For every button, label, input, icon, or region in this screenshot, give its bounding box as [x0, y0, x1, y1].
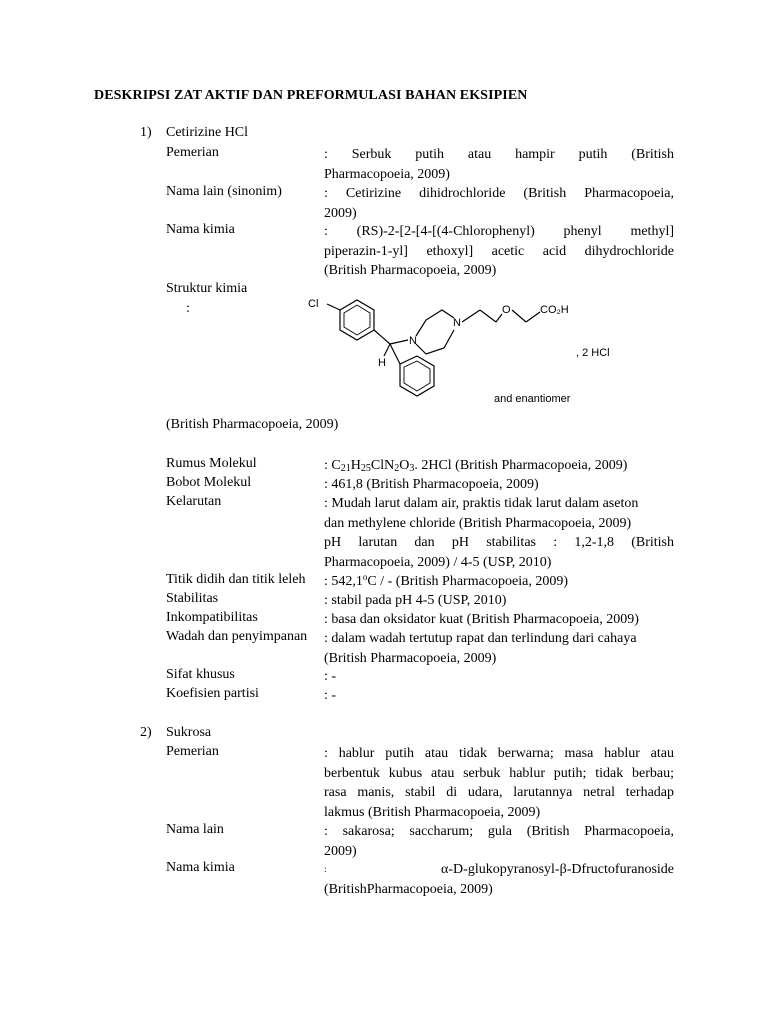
structure-o: O: [502, 304, 511, 316]
nama-lain-label: Nama lain: [166, 822, 224, 837]
item-name: Sukrosa: [166, 725, 212, 740]
pemerian-value: : Serbuk putih atau hampir putih (British Pharmacopoeia, 2009): [324, 147, 674, 182]
rumus-label: Rumus Molekul: [166, 456, 257, 471]
item-number: 2): [140, 725, 152, 740]
nama-lain-value: : sakarosa; saccharum; gula (British Pharmacopoeia, 2009): [324, 824, 674, 859]
structure-cl: Cl: [308, 298, 319, 310]
nama-kimia-value: : (RS)-2-[2-[4-[(4-Chlorophenyl) phenyl methyl] piperazin-1-yl] ethoxyl] acetic acid dihydrochloride (British Pharmacopoeia, 2009): [324, 224, 674, 278]
chemical-structure: [300, 286, 640, 416]
titik-value: : 542,1$^o$C / - (British Pharmacopoeia, 2009): [324, 572, 569, 589]
struktur-colon: :: [186, 301, 190, 316]
page-title: DESKRIPSI ZAT AKTIF DAN PREFORMULASI BAHAN EKSIPIEN: [94, 88, 528, 103]
stabilitas-label: Stabilitas: [166, 591, 219, 606]
nama-kimia-label: Nama kimia: [166, 860, 235, 875]
nama-lain-label: Nama lain (sinonim): [166, 184, 282, 199]
struktur-label: Struktur kimia: [166, 281, 248, 296]
inkompatibilitas-label: Inkompatibilitas: [166, 610, 258, 625]
koefisien-label: Koefisien partisi: [166, 686, 259, 701]
stabilitas-value: : stabil pada pH 4-5 (USP, 2010): [324, 593, 507, 608]
wadah-value: : dalam wadah tertutup rapat dan terlindung dari cahaya (British Pharmacopoeia, 2009): [324, 631, 637, 666]
bobot-label: Bobot Molekul: [166, 475, 252, 490]
kelarutan-value: : Mudah larut dalam air, praktis tidak larut dalam aseton dan methylene chloride (British Pharmacopoeia, 2009) pH larutan dan pH stabilitas : 1,2-1,8 (British Pharmacopoeia, 2009) / 4-5 (USP, 2010): [324, 496, 674, 570]
nama-lain-value: : Cetirizine dihidrochloride (British Pharmacopoeia, 2009): [324, 186, 674, 221]
titik-label: Titik didih dan titik leleh: [166, 572, 306, 587]
rumus-value: : $C_{21}H_{25}ClN_2O_3$. 2HCl (British Pharmacopoeia, 2009): [324, 458, 628, 474]
bobot-value: : 461,8 (British Pharmacopoeia, 2009): [324, 477, 539, 492]
kelarutan-label: Kelarutan: [166, 494, 222, 509]
nama-kimia-value: : α-D-glukopyranosyl-β-Dfructofuranoside (BritishPharmacopoeia, 2009): [324, 862, 674, 897]
item-number: 1): [140, 125, 152, 140]
structure-acid: CO₂H: [540, 304, 569, 316]
nama-kimia-label: Nama kimia: [166, 222, 235, 237]
item-name: Cetirizine HCl: [166, 125, 249, 140]
wadah-label: Wadah dan penyimpanan: [166, 629, 308, 644]
pemerian-value: : hablur putih atau tidak berwarna; masa hablur atau berbentuk kubus atau serbuk hablur putih; tidak berbau; rasa manis, stabil di udara, larutannya netral terhadap lakmus (British Pharmacopoeia, 2009): [324, 746, 674, 820]
inkompatibilitas-value: : basa dan oksidator kuat (British Pharmacopoeia, 2009): [324, 612, 639, 627]
koefisien-value: : -: [324, 688, 337, 703]
pemerian-label: Pemerian: [166, 744, 219, 759]
sifat-label: Sifat khusus: [166, 667, 235, 682]
structure-n2: N: [453, 317, 461, 329]
structure-salt: , 2 HCl: [576, 347, 610, 359]
structure-h: H: [378, 357, 386, 369]
structure-note: and enantiomer: [494, 393, 571, 405]
struktur-reference: (British Pharmacopoeia, 2009): [166, 417, 339, 432]
pemerian-label: Pemerian: [166, 145, 219, 160]
structure-n1: N: [409, 335, 417, 347]
sifat-value: : -: [324, 669, 337, 684]
